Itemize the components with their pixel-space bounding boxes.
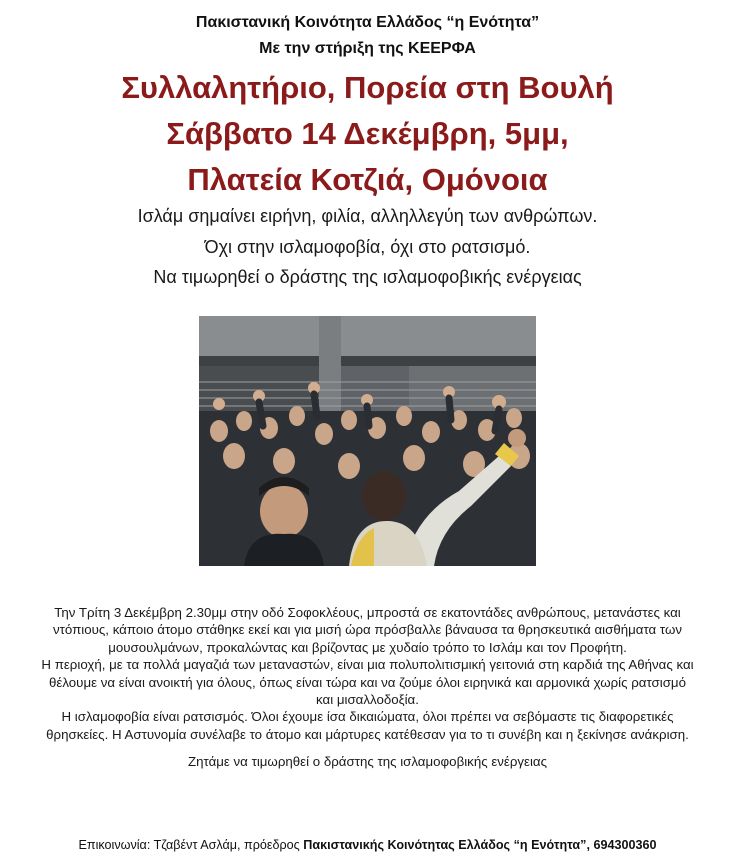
body-paragraph-islamophobia: Η ισλαμοφοβία είναι ρατσισμός. Όλοι έχουμε ίσα δικαιώματα, όλοι πρέπει να σεβόμαστε τις διαφορετικές θρησκείες. Η Αστυνομία συνέλαβε το άτομο και μάρτυρες κατέθεσαν για το τι συνέβη και η ξεκίνησε ανάκριση. [46,709,689,742]
body-paragraph-incident: Την Τρίτη 3 Δεκέμβρη 2.30μμ στην οδό Σοφοκλέους, μπροστά σε εκατοντάδες ανθρώπους, μετανάστες και ντόπιους, κάποιο άτομο στάθηκε εκεί και για μισή ώρα πρόσβαλλε βάναυσα τα θρησκευτικά αισθήματα των μουσουλμάνων, προκαλώντας και βρίζοντας με χυδαίο τρόπο το Ισλάμ και τον Προφήτη. [53,605,682,655]
body-call-to-action: Ζητάμε να τιμωρηθεί ο δράστης της ισλαμοφοβικής ενέργειας [187,754,548,770]
headline-date: Σάββατο 14 Δεκέμβρη, 5μμ, [166,116,569,151]
slogan-punish-perpetrator: Να τιμωρηθεί ο δράστης της ισλαμοφοβικής ενέργειας [153,267,582,287]
protest-photo [199,316,536,566]
body-paragraph-neighborhood: Η περιοχή, με τα πολλά μαγαζιά των μεταναστών, είναι μια πολυπολιτισμική γειτονιά στη καρδιά της Αθήνας και θέλουμε να είναι ανοικτή για όλους, όπως είναι τώρα και να ζούμε όλοι ειρηνικά και αρμονικά χωρίς ρατσισμό και μισαλλοδοξία. [41,657,694,708]
contact-line [0,838,735,852]
contact-prefix: Επικοινωνία: Τζαβέντ Ασλάμ, πρόεδρος [78,838,304,852]
support-line: Με την στήριξη της ΚΕΕΡΦΑ [259,40,476,57]
headline-location: Πλατεία Κοτζιά, Ομόνοια [187,162,548,197]
contact-organization: Πακιστανικής Κοινότητας Ελλάδος “η Ενότητα”, 694300360 [303,838,657,852]
slogan-no-islamophobia: Όχι στην ισλαμοφοβία, όχι στο ρατσισμό. [204,237,531,257]
headline-event: Συλλαλητήριο, Πορεία στη Βουλή [121,70,614,105]
organization-title: Πακιστανική Κοινότητα Ελλάδος “η Ενότητα” [195,14,540,31]
article-body [40,604,695,771]
slogan-peace: Ισλάμ σημαίνει ειρήνη, φιλία, αλληλλεγύη των ανθρώπων. [137,206,598,226]
